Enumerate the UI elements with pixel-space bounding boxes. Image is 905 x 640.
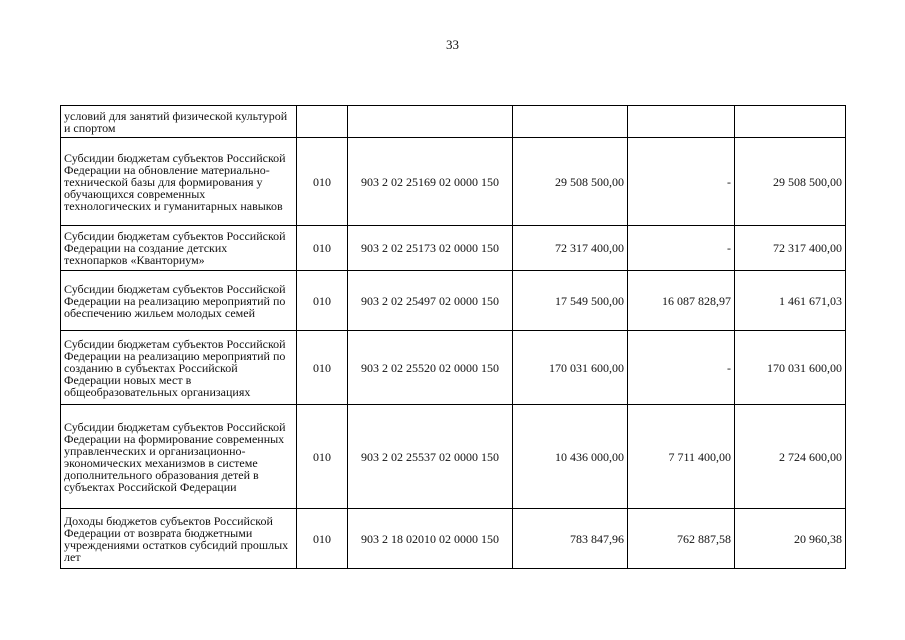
approved-amount-cell: 29 508 500,00 [513,138,628,226]
admin-code-cell: 010 [297,331,348,405]
executed-amount-cell: - [628,226,735,271]
budget-classification-code-cell: 903 2 02 25169 02 0000 150 [348,138,513,226]
approved-amount-cell [513,106,628,138]
table-row [61,226,846,271]
revenue-name-cell: Субсидии бюджетам субъектов Российской Федерации на реализацию мероприятий по обеспечению жильем молодых семей [61,271,297,331]
executed-amount-cell: 7 711 400,00 [628,405,735,509]
executed-amount-cell: - [628,138,735,226]
page-number: 33 [446,37,459,52]
budget-classification-code-cell: 903 2 02 25520 02 0000 150 [348,331,513,405]
table-row [61,106,846,138]
admin-code-cell: 010 [297,226,348,271]
unexecuted-amount-cell: 20 960,38 [735,509,846,569]
budget-classification-code-cell: 903 2 02 25497 02 0000 150 [348,271,513,331]
admin-code-cell: 010 [297,405,348,509]
revenue-name-cell: Субсидии бюджетам субъектов Российской Федерации на реализацию мероприятий по созданию в субъектах Российской Федерации новых мест в общеобразовательных организациях [61,331,297,405]
unexecuted-amount-cell: 72 317 400,00 [735,226,846,271]
budget-classification-code-cell: 903 2 02 25537 02 0000 150 [348,405,513,509]
executed-amount-cell [628,106,735,138]
approved-amount-cell: 170 031 600,00 [513,331,628,405]
table-row [61,271,846,331]
admin-code-cell: 010 [297,138,348,226]
table-row [61,509,846,569]
executed-amount-cell: 762 887,58 [628,509,735,569]
approved-amount-cell: 17 549 500,00 [513,271,628,331]
unexecuted-amount-cell: 1 461 671,03 [735,271,846,331]
revenue-name-cell: Субсидии бюджетам субъектов Российской Федерации на создание детских технопарков «Кванториум» [61,226,297,271]
budget-classification-code-cell: 903 2 18 02010 02 0000 150 [348,509,513,569]
executed-amount-cell: 16 087 828,97 [628,271,735,331]
table-row [61,138,846,226]
unexecuted-amount-cell: 29 508 500,00 [735,138,846,226]
revenue-name-cell: условий для занятий физической культурой и спортом [61,106,297,138]
budget-table [60,105,846,569]
approved-amount-cell: 10 436 000,00 [513,405,628,509]
budget-classification-code-cell [348,106,513,138]
admin-code-cell: 010 [297,509,348,569]
unexecuted-amount-cell [735,106,846,138]
approved-amount-cell: 72 317 400,00 [513,226,628,271]
budget-classification-code-cell: 903 2 02 25173 02 0000 150 [348,226,513,271]
table-row [61,331,846,405]
unexecuted-amount-cell: 170 031 600,00 [735,331,846,405]
approved-amount-cell: 783 847,96 [513,509,628,569]
admin-code-cell: 010 [297,271,348,331]
revenue-name-cell: Субсидии бюджетам субъектов Российской Федерации на формирование современных управленческих и организационно-экономических механизмов в системе дополнительного образования детей в субъектах Российской Федерации [61,405,297,509]
admin-code-cell [297,106,348,138]
revenue-name-cell: Доходы бюджетов субъектов Российской Федерации от возврата бюджетными учреждениями остатков субсидий прошлых лет [61,509,297,569]
revenue-name-cell: Субсидии бюджетам субъектов Российской Федерации на обновление материально-технической базы для формирования у обучающихся современных технологических и гуманитарных навыков [61,138,297,226]
unexecuted-amount-cell: 2 724 600,00 [735,405,846,509]
table-row [61,405,846,509]
executed-amount-cell: - [628,331,735,405]
